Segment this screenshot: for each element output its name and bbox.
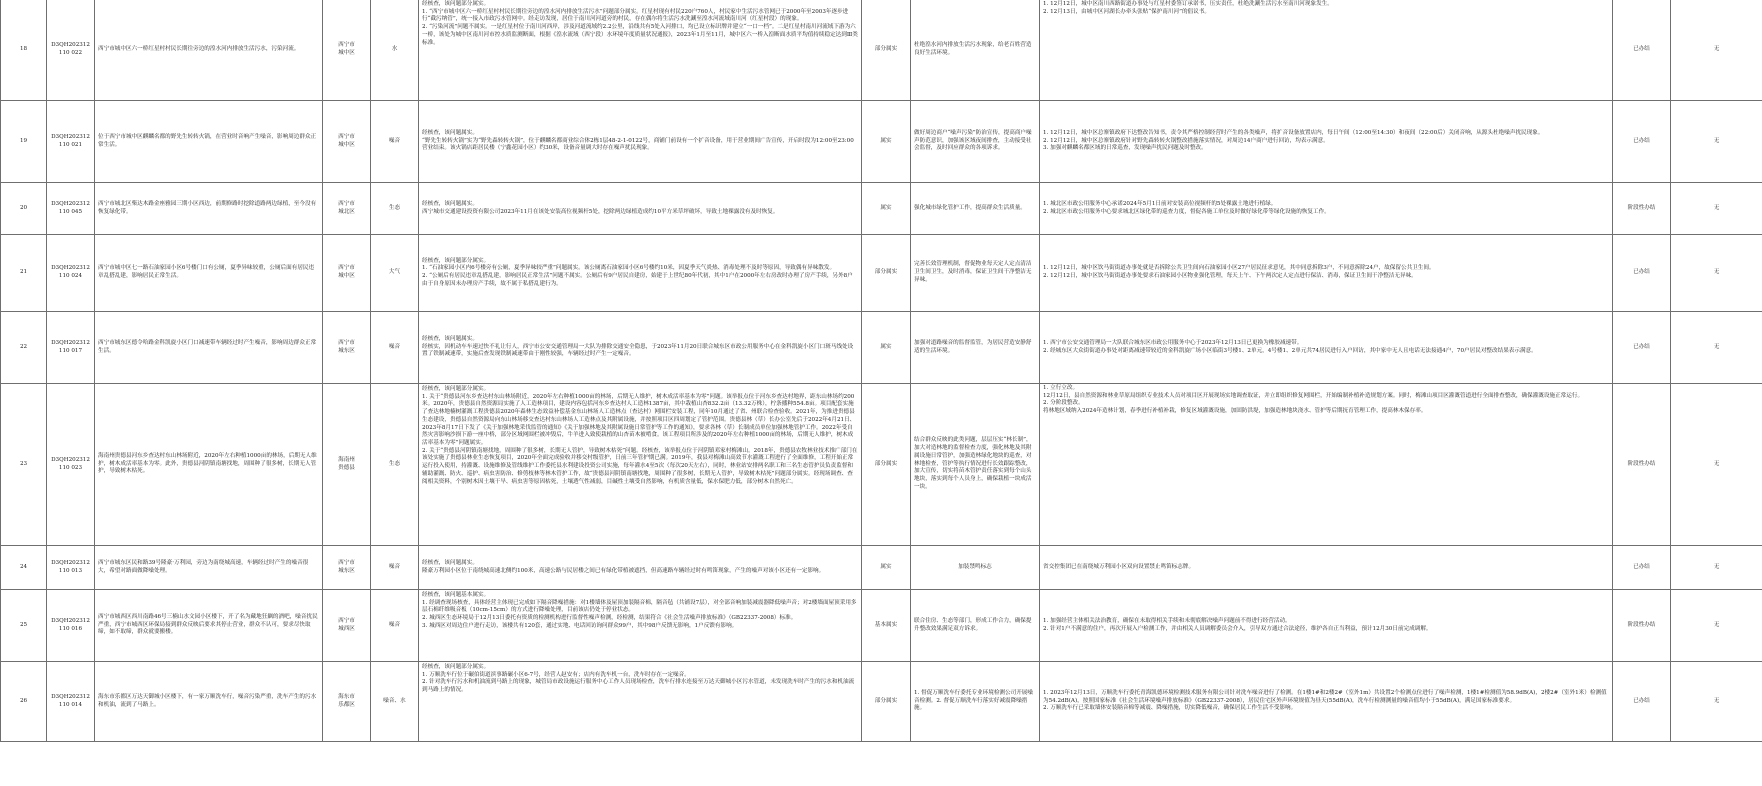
location-district: 城东区: [338, 347, 355, 354]
location-city: 西宁市: [338, 617, 355, 624]
rectification-cell: [1040, 546, 1613, 590]
rectification-paragraph: 2. 12月12日，城中区饮马街街道办事处要求石油家园小区物业强化管理，每天上午、下午两次定人定点进行保洁、消毒，保证卫生间干净整洁无异味。: [1043, 273, 1417, 279]
status-cell: [1613, 384, 1671, 546]
case-code: D3QH202312110 023: [51, 456, 90, 471]
row-number: 24: [19, 563, 28, 570]
location-city-cell: [323, 384, 371, 546]
findings-cell: [419, 546, 862, 590]
findings-paragraph: 经核查，该问题部分属实。: [422, 386, 490, 392]
rectification-paragraph: 2. 针对1户不满意的住户，再次开展入户检测工作，并由相关人员调解委员会介入，引导双方通过合法途径，维护各自正当利益，预计12月30日前完成调解。: [1043, 625, 1432, 632]
rectification-paragraph: 2. 万顺洗车行已采取墙体安装隔音棉等减震、降噪措施，切实降低噪音，确保居民工作生活不受影响。: [1043, 705, 1297, 712]
location-city-cell: [323, 0, 371, 101]
measures-cell: [911, 183, 1040, 235]
findings-cell: [419, 662, 862, 742]
location-city: 西宁市: [338, 339, 355, 346]
location-city-cell: [323, 235, 371, 312]
table-row: [1, 0, 1762, 101]
case-code: D3QH202312110 024: [51, 265, 90, 279]
pollution-type: 水: [391, 45, 398, 52]
rectification-paragraph: 1. 12月12日，城中区总寨镇政府下达整改告知书，责令其严格控制经营时产生的各类噪声，将扩音设备放置店内，每日午间（12:00至14:30）和夜间（22:00后）关闭音响，从源头杜绝噪声扰民现象。: [1043, 129, 1544, 136]
verdict: 属实: [880, 563, 892, 570]
row-number: 21: [19, 269, 28, 276]
rectification-paragraph: 2. 12月12日，城中区总寨镇政府针对野先森转转火锅整改措施落实情况，对周边14户商户进行回访，均表示满意。: [1043, 137, 1329, 144]
pollution-type-cell: [371, 546, 419, 590]
row-number: 20: [19, 204, 28, 211]
verdict: 基本属实: [874, 621, 898, 628]
location-district: 贵德县: [338, 464, 355, 471]
pollution-type-cell: [371, 662, 419, 742]
case-code: D3QH202312110 014: [51, 693, 90, 708]
pollution-type: 生态: [388, 460, 401, 467]
case-code-cell: [47, 0, 95, 101]
rectification-paragraph: 省交控集团已在南绕城万利园小区双向设置禁止鸣笛标志牌。: [1043, 563, 1195, 570]
table-row: [1, 235, 1762, 312]
status-cell: [1613, 183, 1671, 235]
measures-cell: [911, 384, 1040, 546]
findings-cell: [419, 0, 862, 101]
case-code: D3QH202312110 016: [51, 617, 90, 632]
row-number: 25: [19, 621, 28, 628]
findings-paragraph: “野先生转转火锅”实为“野先森转转火锅”，位于麒麟名都商业综合体2栋1层48-2-1-0122号，商铺门前设有一个扩音设备，用于营业期间广告宣传，开启时段为12:00至23:00营业结束。该火锅店距居民楼（宁鑫花园小区）约30米，设备音量调大时存在噪声扰民现象。: [422, 137, 854, 152]
rectification-paragraph: 2. 城北区市政公用服务中心要求城北区绿化带的巡查力度，督促各施工单位及时做好绿化带等绿化设施的恢复工作。: [1043, 208, 1330, 215]
findings-paragraph: 1. “石油家园小区内6号楼旁有公厕，夏季异味较严重”问题属实。该公厕离石油家园小区6号楼约10米，因夏季天气炎热、消毒处理不及时等原因，导致偶有异味散发。: [422, 265, 836, 272]
findings-paragraph: 经核查，该问题属实。: [422, 200, 478, 207]
location-city-cell: [323, 662, 371, 742]
findings-paragraph: 2. “污染河流”问题不属实。一是红星村位于南川河西岸，涉及河道流域约2.2公里，沿线共有5处入河排口，均已设立标识牌并建立“一口一档”。二是红星村南川河流域下游为六一桥，该处为城中区南川河市控水质监测断面，根据《湟水流域（西宁段）水环境年度质量状况通报》，2023年1月至11月，城中区六一桥入湟断面水质平均值持续稳定达到Ⅲ类标准。: [422, 24, 858, 46]
verdict: 属实: [880, 204, 892, 211]
accountability-cell: [1671, 183, 1762, 235]
verdict-cell: [862, 312, 911, 384]
case-code-cell: [47, 101, 95, 183]
verdict-cell: [862, 235, 911, 312]
accountability-text: 无: [1713, 204, 1720, 211]
rectification-cell: [1040, 312, 1613, 384]
status-badge: 已办结: [1633, 563, 1650, 570]
row-number: 26: [19, 697, 28, 704]
case-code: D3QH202312110 013: [51, 559, 90, 574]
row-number-cell: [1, 312, 47, 384]
rectification-paragraph: 1. 加强经营主体相关法治教育，确保在未取得相关手续和未彻底解决噪声问题前不得进行经营活动。: [1043, 617, 1291, 624]
table-row: [1, 662, 1762, 742]
pollution-type-cell: [371, 312, 419, 384]
pollution-type: 生态: [388, 204, 401, 211]
verdict-cell: [862, 546, 911, 590]
measures-cell: [911, 662, 1040, 742]
accountability-text: 无: [1713, 269, 1720, 276]
row-number-cell: [1, 590, 47, 662]
measures-text: 加强对道路噪音的监督监管，为居民营造安静舒适的生活环境。: [914, 339, 1032, 354]
findings-paragraph: 3. 城西区对周边住户进行走访，该楼共有120套，通过实地、电话回访询问群众99户，其中98户反馈无影响，1户反馈有影响。: [422, 622, 738, 629]
findings-paragraph: 经核查，该问题属实。: [422, 129, 478, 136]
measures-text: 加装禁鸣标志: [958, 563, 992, 570]
location-city-cell: [323, 183, 371, 235]
status-badge: 阶段性办结: [1627, 621, 1656, 628]
case-code: D3QH202312110 045: [51, 200, 90, 215]
status-cell: [1613, 590, 1671, 662]
rectification-paragraph: 1. 12月12日，城中区饮马街街道办事处就是否拆除公共卫生间向石油家园小区27户居民征求意见，其中同意拆除3户，不同意拆除24户，故保留公共卫生间。: [1043, 265, 1435, 272]
status-cell: [1613, 0, 1671, 101]
row-number-cell: [1, 0, 47, 101]
location-city-cell: [323, 101, 371, 183]
table-row: [1, 590, 1762, 662]
accountability-cell: [1671, 312, 1762, 384]
findings-paragraph: 1. 经调查现场核查，具体经营主体现已完成如下隔音降噪措施：对1楼墙体及屋顶加装隔音棉，隔音毡（共铺设7层），对全部音响加装减震器降低噪声音；对2楼墙面屋顶采用多层石棉纤维吸音板（10cm-15cm）的方式进行降噪处理，目前该店仍处于停业状态。: [422, 599, 857, 614]
findings-paragraph: 西宁城市交通建设投资有限公司2023年11月在该处安装高位视频杆5处，挖除两边绿植造成约10平方米草坪破坏，导致土地裸露没有及时恢复。: [422, 208, 779, 215]
complaint-cell: [95, 662, 323, 742]
case-code: D3QH202312110 021: [51, 133, 90, 148]
findings-paragraph: 2. 针对洗车行污水和机油流到马路上的现象，城管局市政设施运行服务中心工作人员现场检查，洗车行排水连接至万达天御城小区污水管道，未发现洗车时产生的污水和机油流到马路上的情况。: [422, 679, 855, 694]
measures-cell: [911, 101, 1040, 183]
location-city-cell: [323, 312, 371, 384]
location-district: 城东区: [338, 567, 355, 574]
location-city: 西宁市: [338, 200, 355, 207]
status-cell: [1613, 101, 1671, 183]
complaint-text: 海南州贵德县河东乡查达村东山林场附近，2020年左右种植1000亩的林场，后期无人维护，树木成活率基本为零。此外，贵德县河阴镇南塘找地，周围种了很多树，长期无人管护，导致树木枯死。: [98, 452, 317, 475]
verdict-cell: [862, 384, 911, 546]
table-row: [1, 312, 1762, 384]
rectification-paragraph: 1. 2023年12月13日，万顺洗车行委托青海凯德环境检测技术服务有限公司针对洗车噪音进行了检测。在1楼1#和2楼2#（室外1m）共设置2个检测点位进行了噪声检测，1楼1#检测值为58.9dB(A)，2楼2#（室外1米）检测值为54.2dB(A)，按照国家标准《社会生活环境噪声排放标准》（GB22337-2008），居民住宅区外声环境规值为昼天(55dB(A)，洗车行检测测量的噪音值均小于55dB(A)，满足国家标准要求。: [1043, 689, 1607, 704]
accountability-text: 无: [1713, 563, 1720, 570]
findings-paragraph: 2. 关于“贵德县河阴镇南塘找地，周围种了很多树，长期无人管护，导致树木枯死”问题。经核查，该举报点位于河阴镇邓家村梅滩山。2018年，贵德县农牧林业技术推广部门在该处实施了贵德县林业生态恢复项目，2020年全面完成验收并移交村级管护，日前三年管护期已满。2019年，我县对梅滩山高效节水灌溉工程进行了全面维修，工程开始正常运行投入使用，持灌溉、设施维修及管线维护工作委托县水利建设投资公司实施，每年灌水4至5次（每次20天左右），同时，林业站安排两名职工和三名生态管护员负责监督和辅助灌溉、防火、巡护、病虫害防治、修剪枝林等林木管护工作，故“贵德县河阴镇南塘找地，周围种了很多树，长期无人管护，导致树木枯死”问题部分属实。经现场调查、查阅相关资料，个别树木因土壤干旱、病虫害等原因枯死，土壤透气性减弱，目碱性土壤受自然影响，有机质含量低，保水保肥力低，部分树木自然死亡。: [422, 447, 858, 485]
location-city: 西宁市: [338, 265, 355, 272]
status-badge: 已办结: [1633, 269, 1650, 276]
location-city: 海东市: [338, 693, 355, 700]
row-number: 18: [19, 45, 28, 52]
measures-cell: [911, 312, 1040, 384]
table-body: [1, 0, 1762, 742]
status-badge: 阶段性办结: [1627, 460, 1656, 467]
rectification-paragraph: 2. 12月13日，由城中区河湖长办牵头张贴“保护南川河”的倡议书。: [1043, 8, 1210, 15]
verdict-cell: [862, 101, 911, 183]
findings-paragraph: 经核查，该问题部分属实。: [422, 1, 490, 7]
location-district: 乐都区: [338, 701, 355, 708]
pollution-type: 噪音: [388, 621, 401, 628]
complaint-cell: [95, 546, 323, 590]
row-number: 23: [19, 460, 28, 467]
verdict: 部分属实: [874, 460, 898, 467]
row-number-cell: [1, 183, 47, 235]
row-number-cell: [1, 235, 47, 312]
location-city-cell: [323, 590, 371, 662]
measures-text: 完善长效管理机制，督促物业每天定人定点清洁卫生间卫生，及时消毒，保证卫生间干净整洁无异味。: [914, 261, 1032, 283]
pollution-type-cell: [371, 183, 419, 235]
rectification-cell: [1040, 101, 1613, 183]
verdict-cell: [862, 0, 911, 101]
findings-paragraph: 1. 关于“贵德县河东乡查达村东山林场附近，2020年左右种植1000亩的林场，后期无人维护，树木成活率基本为零”问题。该举报点位于河东乡查达村地界，距东山林场约200米。2020年，贵德县自然资源局实施了人工造林项目，建设内容包括河东乡查达村人工造林1387亩，其中栽植山杏832.2亩（13.32万株），柠条播种554.8亩。项目配套实施了查达林地楠树灌溉工程贵德县2020年森林生态效益补偿基金东山林场人工造林点（查达村）网围栏安装工程，同年10月通过了省、州联合检查验收。2021年，为推进贵德县生态建设，贵德县自然资源局向东山林场移交查达村东山林场人工造林点及其附属设施，并按照项目区四周划定了管护范围。贵德县林（草）长办公室先后于2022年4月21日、2023年8月17日下发了《关于加强林地采伐监管的通知》《关于加强林地及其附属设施日常管护等工作的通知》，要求各林（草）长制成员单位加强林地管护工作。2022年受自然灾害影响沙损下游一座中桥，部分区域网围栏被冲毁后，牛羊进入致使栽植的山杏苗木被啃食。该工程项目所涉及的2020年左右种植1000亩的林场，后期无人维护，树木成活率基本为零”问题属实。: [422, 393, 856, 447]
location-city: 西宁市: [338, 133, 355, 140]
accountability-text: 无: [1713, 45, 1720, 52]
measures-text: 结合群众反映的此类问题，层层压实“林长制”，加大对造林地的监督检查力度，强化林地及其附属设施日常管护，加强造林绿化地块的巡查，对林地检查，管护等执行情况进行长效跟踪整改，加大宣传，切实将苗木管护责任落实到每个山头地块，落实到每个人员身上，确保栽植一块成活一块。: [914, 437, 1032, 490]
status-cell: [1613, 312, 1671, 384]
accountability-text: 无: [1713, 697, 1720, 704]
case-code-cell: [47, 384, 95, 546]
status-badge: 已办结: [1633, 137, 1650, 144]
pollution-type: 大气: [388, 269, 401, 276]
rectification-paragraph: 12月12日，县自然资源和林业草原局组织专业技术人员对项目区开展现场实地调查取证，并立即组织修复网围栏，开始编制补植补造规划方案。同时，梅滩山项目区灌溉管道进行全面排查整改，确保灌溉设施正常运行。: [1043, 392, 1584, 399]
complaint-text: 西宁市城东区德令哈路金科凯旋小区门口减速带车辆经过时产生噪音，影响周边群众正常生活。: [98, 339, 317, 354]
verdict-cell: [862, 590, 911, 662]
rectification-paragraph: 1. 西宁市公安交通管理局一大队联合城东区市政公用服务中心于2023年12月13日已更换为橡胶减速带。: [1043, 339, 1303, 346]
verdict-cell: [862, 183, 911, 235]
rectification-cell: [1040, 0, 1613, 101]
measures-cell: [911, 546, 1040, 590]
rectification-paragraph: 1. 城北区市政公用服务中心承诺2024年5月1日前对安装高位视频杆的5处裸露土地进行植绿。: [1043, 200, 1277, 207]
rectification-cell: [1040, 384, 1613, 546]
pollution-type-cell: [371, 235, 419, 312]
complaint-cell: [95, 0, 323, 101]
rectification-paragraph: 1. 立行立改。: [1043, 385, 1079, 391]
pollution-type-cell: [371, 101, 419, 183]
accountability-cell: [1671, 384, 1762, 546]
location-city: 海南州: [338, 456, 355, 463]
pollution-type-cell: [371, 0, 419, 101]
location-district: 城西区: [338, 625, 355, 632]
rectification-paragraph: 2. 分阶段整改。: [1043, 400, 1084, 407]
pollution-type: 噪音: [388, 343, 401, 350]
location-city: 西宁市: [338, 41, 355, 48]
findings-cell: [419, 183, 862, 235]
accountability-cell: [1671, 590, 1762, 662]
accountability-cell: [1671, 662, 1762, 742]
row-number: 19: [19, 137, 28, 144]
findings-cell: [419, 384, 862, 546]
rectification-paragraph: 将林地区域纳入2024年造林计划，春季进行补植补栽，修复区域灌溉设施，加固防洪堤，加强造林地块浇水、管护等后期抚育管理工作，提高林木保存率。: [1043, 408, 1427, 415]
status-badge: 已办结: [1633, 343, 1650, 350]
verdict: 属实: [880, 343, 892, 350]
complaint-cell: [95, 312, 323, 384]
case-code: D3QH202312110 022: [51, 41, 90, 56]
measures-text: 强化城市绿化管护工作，提高群众生活质量。: [914, 204, 1026, 211]
findings-paragraph: 经核实，因机动车车速过快不礼让行人，西宁市公安交通管理局一大队为排除交通安全隐患，于2023年11月20日联合城东区市政公用服务中心在金科凯旋小区门口斑马线处设置了铁制减速带，实施后查发现铁制减速带由于刚性较强，车辆经过时产生一定噪音。: [422, 343, 854, 358]
findings-paragraph: 经核查，该问题属实。: [422, 335, 478, 342]
status-cell: [1613, 235, 1671, 312]
complaint-cell: [95, 235, 323, 312]
pollution-type: 噪音: [388, 563, 401, 570]
measures-text: 做好周边商户“噪声污染”防治宣传，提高商户噪声防范意识，加强该区域夜间排查，主动接受社会监督，及时回应群众的各项诉求。: [914, 129, 1032, 152]
complaint-text: 西宁市城东区民和路39号隆豪·万利园，旁边为南绕城高速，车辆经过时产生的噪音很大，希望对路面做降噪处理。: [98, 559, 309, 574]
complaint-text: 西宁市城北区柴达木路金座雅园三期小区西边，前期修路时挖除道路两边绿植，至今没有恢复绿化带。: [98, 200, 317, 215]
accountability-text: 无: [1713, 137, 1720, 144]
row-number-cell: [1, 662, 47, 742]
location-district: 城中区: [338, 49, 355, 56]
findings-paragraph: 经核查，该问题部分属实。: [422, 664, 490, 670]
measures-text: 杜绝湟水河内排放生活污水现象，给老百姓营造良好生活环境。: [914, 41, 1032, 56]
accountability-cell: [1671, 235, 1762, 312]
measures-text: 1. 督促万顺洗车行委托专业环境检测公司开展噪音检测。2. 督促万顺洗车行落实好减震降噪措施。: [914, 689, 1033, 712]
verdict: 属实: [880, 137, 892, 144]
findings-cell: [419, 101, 862, 183]
case-code-cell: [47, 546, 95, 590]
location-city-cell: [323, 546, 371, 590]
accountability-text: 无: [1713, 343, 1720, 350]
findings-cell: [419, 590, 862, 662]
findings-paragraph: 隆豪万利园小区位于南绕城高速北侧约100米，高速公路与民居楼之间已有绿化带植被遮挡，但高速路车辆经过时有鸣笛现象，产生的噪声对该小区还有一定影响。: [422, 567, 825, 574]
pollution-type: 噪音、水: [383, 697, 406, 704]
findings-paragraph: 2. 城西区生态环境局于12月13日委托有资质的检测机构进行监督性噪声检测，经检测，结果符合《社会生活噪声排放标准》（GB22337-2008）标准。: [422, 615, 797, 622]
measures-cell: [911, 590, 1040, 662]
measures-text: 联合住房、生态等部门，形成工作合力，确保提升整改效果满足双方诉求。: [914, 617, 1032, 632]
findings-paragraph: 经核查，该问题属实。: [422, 559, 478, 566]
rectification-cell: [1040, 235, 1613, 312]
rectification-paragraph: 1. 12月12日，城中区南川西路街道办事处与红星村委签订承诺书，压实责任，杜绝洗涮生活污水至南川河现象发生。: [1043, 1, 1333, 7]
accountability-cell: [1671, 546, 1762, 590]
row-number-cell: [1, 101, 47, 183]
findings-paragraph: 经核查，该问题基本属实。: [422, 592, 490, 598]
accountability-text: 无: [1713, 621, 1720, 628]
verdict-cell: [862, 662, 911, 742]
accountability-cell: [1671, 0, 1762, 101]
findings-paragraph: 2. “公厕后有居民违章乱搭乱建，影响居民正常生活”问题不属实。公厕后有9户居民自建房，始建于上世纪80年代初，其中1户在2000年左右房改时办理了房产手续，另外8户由于自身原因未办理房产手续，故不属于私搭乱建行为。: [422, 273, 853, 287]
status-cell: [1613, 546, 1671, 590]
complaint-text: 海东市乐都区万达天御城小区楼下，有一家万顺洗车行，噪音污染严重，洗车产生的污水和机油，流到了马路上。: [98, 693, 317, 708]
row-number-cell: [1, 384, 47, 546]
complaint-cell: [95, 590, 323, 662]
findings-paragraph: 1. “西宁市城中区六一桥红星村村民长期往旁边的湟水河内排放生活污水”问题部分属实。红星村现有村民220户760人，村民家中生活污水管网已于2000年至2003年逐步进行“截污纳管”，统一接入市政污水管网中。经走访发现，居住于南川河河道旁的村民，存在偶尔将生活污水洗涮至湟水河流域南川河（红星村段）的现象。: [422, 8, 849, 23]
findings-paragraph: 经核查，该问题部分属实。: [422, 257, 490, 264]
complaint-text: 位于西宁市城中区麒麟名都的野先生转转火锅，在营业时音响产生噪音，影响周边群众正常生活。: [98, 133, 317, 148]
complaint-text: 西宁市城中区六一桥红星村村民长期往旁边的湟水河内排放生活污水，污染河流。: [98, 45, 300, 52]
table-row: [1, 384, 1762, 546]
findings-cell: [419, 235, 862, 312]
measures-cell: [911, 235, 1040, 312]
table-row: [1, 183, 1762, 235]
rectification-paragraph: 3. 加强对麒麟名都区域的日常巡查，发现噪声扰民问题及时整改。: [1043, 145, 1207, 152]
location-district: 城北区: [338, 208, 355, 215]
location-district: 城中区: [338, 273, 355, 279]
case-code-cell: [47, 590, 95, 662]
row-number: 22: [19, 343, 28, 350]
verdict: 部分属实: [874, 45, 898, 52]
case-code-cell: [47, 235, 95, 312]
status-cell: [1613, 662, 1671, 742]
pollution-type: 噪音: [388, 137, 401, 144]
table-row: [1, 101, 1762, 183]
verdict: 部分属实: [874, 269, 898, 276]
location-city: 西宁市: [338, 559, 355, 566]
verdict: 部分属实: [874, 697, 898, 704]
pollution-type-cell: [371, 384, 419, 546]
accountability-text: 无: [1713, 460, 1720, 467]
case-code-cell: [47, 662, 95, 742]
status-badge: 已办结: [1633, 697, 1650, 704]
complaint-text: 西宁市城中区七一路石油家园小区6号楼门口有公厕，夏季异味较重，公厕后面有居民违章乱搭乱建，影响居民正常生活。: [98, 265, 315, 279]
row-number-cell: [1, 546, 47, 590]
complaint-text: 西宁市城西区西川南路46号三楠山水文园小区楼下，开了名为藏地狂飙的酒吧，噪音扰民严重，西宁市城西区环保局接到群众反映后要求其停止营业，群众不认可，要求尽快取缔，如不取缔，群众就要搬楼。: [98, 613, 318, 636]
table-row: [1, 546, 1762, 590]
accountability-cell: [1671, 101, 1762, 183]
complaint-cell: [95, 101, 323, 183]
findings-cell: [419, 312, 862, 384]
measures-cell: [911, 0, 1040, 101]
status-badge: 已办结: [1633, 45, 1650, 52]
pollution-type-cell: [371, 590, 419, 662]
rectification-cell: [1040, 183, 1613, 235]
case-code: D3QH202312110 017: [51, 339, 90, 354]
complaint-cell: [95, 384, 323, 546]
rectification-paragraph: 2. 经城东区大众街街道办事处对距离减速带较近的金科凯旋广场小区临街3号楼1、2单元，4号楼1、2单元共74居民进行入户回访，其中家中无人且电话无法接通4户，70户居民对整改结果表示满意。: [1043, 347, 1537, 354]
case-code-cell: [47, 312, 95, 384]
complaint-cell: [95, 183, 323, 235]
findings-paragraph: 1. 万顺洗车行位于碾伯街道滨事路碾小区6-7号，经营人赵安有；店内有洗车机一台，洗车时存在一定噪音。: [422, 671, 690, 678]
rectification-cell: [1040, 590, 1613, 662]
location-district: 城中区: [338, 141, 355, 148]
status-badge: 阶段性办结: [1627, 204, 1656, 211]
rectification-cell: [1040, 662, 1613, 742]
case-code-cell: [47, 183, 95, 235]
